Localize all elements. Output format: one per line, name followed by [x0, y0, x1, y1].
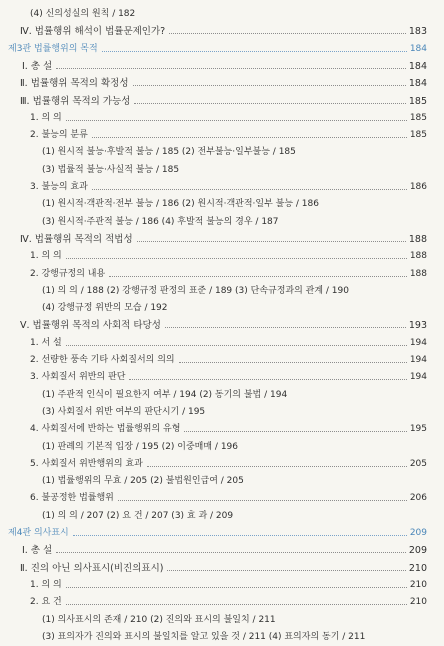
- toc-page-number: 185: [409, 130, 427, 141]
- toc-page-number: 205: [409, 458, 427, 469]
- toc-entry-title: Ⅱ. 진의 아닌 의사표시(비진의표시): [20, 562, 164, 574]
- toc-page-number: 188: [409, 251, 427, 262]
- toc-page-number: 188: [408, 233, 427, 245]
- toc-page-number: 186: [409, 182, 427, 192]
- toc-page-number: 209: [408, 545, 427, 557]
- toc-entry-title: (3) 법률적 불능·사실적 불능 / 185: [42, 164, 180, 175]
- toc-entry-title: (1) 원시적 불능·후발적 불능 / 185 (2) 전부불능·일부불능 / 185: [42, 147, 296, 158]
- toc-page-number: 188: [409, 268, 427, 279]
- toc-entry-title: 1. 의 의: [30, 251, 62, 262]
- toc-leader-dots: [66, 587, 407, 588]
- toc-entry-title: Ⅱ. 법률행위 목적의 확정성: [20, 78, 129, 90]
- toc-entry-title: 제3관 법률행위의 목적: [8, 43, 98, 54]
- toc-page-number: 185: [408, 95, 427, 107]
- toc-leader-dots: [137, 241, 406, 242]
- toc-page-number: 184: [408, 78, 427, 90]
- toc-leader-dots: [134, 103, 405, 104]
- toc-entry-title: 2. 요 건: [30, 597, 62, 608]
- toc-entry-title: Ⅰ. 총 설: [22, 60, 53, 72]
- toc-page-number: 206: [409, 493, 427, 504]
- toc-entry-title: 2. 선량한 풍속 기타 사회질서의 의의: [30, 355, 175, 365]
- toc-entry-title: 2. 불능의 분류: [30, 130, 88, 141]
- toc-entry-title: 제4관 의사표시: [8, 528, 69, 538]
- toc-entry-title: (1) 의 의 / 188 (2) 강행규정 판정의 표준 / 189 (3) 단속규정과의 관계 / 190: [42, 285, 349, 296]
- toc-page-number: 184: [408, 60, 427, 72]
- toc-entry-title: 6. 불공정한 법률행위: [30, 493, 114, 504]
- toc-entry-title: 1. 서 설: [30, 337, 62, 348]
- toc-page-number: 194: [409, 372, 427, 383]
- toc-page-number: 184: [409, 43, 427, 54]
- toc-leader-dots: [66, 120, 407, 121]
- toc-leader-dots: [147, 466, 407, 467]
- toc-entry-title: 1. 의 의: [30, 579, 62, 590]
- toc-leader-dots: [56, 68, 406, 69]
- toc-page-number: 210: [408, 562, 427, 574]
- toc-entry-title: Ⅴ. 법률행위 목적의 사회적 타당성: [20, 320, 161, 332]
- toc-leader-dots: [169, 33, 406, 34]
- toc-leader-dots: [56, 552, 406, 553]
- toc-entry-title: Ⅰ. 총 설: [22, 545, 53, 557]
- toc-entry-title: 3. 사회질서 위반의 판단: [30, 372, 126, 383]
- toc-leader-dots: [133, 85, 406, 86]
- toc-page-number: 210: [409, 579, 427, 590]
- toc-entry-title: (3) 표의자가 진의와 표시의 불일치를 알고 있을 것 / 211 (4) 표의자의 동기 / 211: [42, 631, 366, 642]
- toc-page-number: 194: [409, 337, 427, 348]
- toc-entry-title: 1. 의 의: [30, 112, 62, 123]
- toc-entry-title: (1) 주관적 인식이 필요한지 여부 / 194 (2) 동기의 불법 / 194: [42, 389, 288, 400]
- toc-entry-title: 4. 사회질서에 반하는 법률행위의 유형: [30, 424, 181, 435]
- toc-entry-title: (4) 강행규정 위반의 모습 / 192: [42, 303, 168, 314]
- toc-page-number: 209: [409, 528, 427, 538]
- toc-page-number: 193: [408, 320, 427, 332]
- toc-leader-dots: [165, 327, 406, 328]
- toc-leader-dots: [66, 258, 407, 259]
- toc-leader-dots: [109, 276, 407, 277]
- toc-leader-dots: [73, 535, 407, 536]
- toc-leader-dots: [129, 379, 406, 380]
- toc-page-number: 210: [409, 597, 427, 608]
- toc-page-number: 183: [408, 26, 427, 38]
- toc-entry-title: (3) 원시적·주관적 불능 / 186 (4) 후발적 불능의 경우 / 187: [42, 216, 279, 227]
- toc-entry-title: 3. 불능의 효과: [30, 182, 88, 192]
- toc-entry-title: (1) 의 의 / 207 (2) 요 건 / 207 (3) 효 과 / 209: [42, 510, 234, 521]
- toc-entry-title: Ⅳ. 법률행위 목적의 적법성: [20, 233, 133, 245]
- toc-page-number: 185: [409, 112, 427, 123]
- toc-entry-title: Ⅲ. 법률행위 목적의 가능성: [20, 95, 131, 107]
- toc-leader-dots: [102, 51, 407, 52]
- toc-entry-title: (3) 사회질서 위반 여부의 판단시기 / 195: [42, 406, 206, 417]
- toc-leader-dots: [92, 189, 407, 190]
- toc-leader-dots: [179, 362, 407, 363]
- toc-entry-title: 5. 사회질서 위반행위의 효과: [30, 458, 143, 469]
- toc-entry-title: (1) 법률행위의 무효 / 205 (2) 불법원인급여 / 205: [42, 476, 244, 487]
- toc-page-number: 194: [409, 355, 427, 365]
- toc-entry-title: (1) 원시적·객관적·전부 불능 / 186 (2) 원시적·객관적·일부 불능 / 186: [42, 199, 319, 210]
- toc-leader-dots: [118, 500, 407, 501]
- toc-entry-title: (1) 판례의 기본적 입장 / 195 (2) 이중매매 / 196: [42, 441, 238, 452]
- toc-entry-title: Ⅳ. 법률행위 해석이 법률문제인가?: [20, 26, 166, 38]
- toc-leader-dots: [66, 345, 407, 346]
- toc-entry-title: 2. 강행규정의 내용: [30, 268, 106, 279]
- toc-leader-dots: [92, 137, 407, 138]
- toc-leader-dots: [167, 570, 405, 571]
- toc-entry-title: (4) 신의성실의 원칙 / 182: [30, 9, 136, 19]
- toc-leader-dots: [66, 604, 407, 605]
- toc-entry-title: (1) 의사표시의 존재 / 210 (2) 진의와 표시의 불일치 / 211: [42, 614, 276, 625]
- toc-page-number: 195: [409, 424, 427, 435]
- toc-leader-dots: [184, 431, 406, 432]
